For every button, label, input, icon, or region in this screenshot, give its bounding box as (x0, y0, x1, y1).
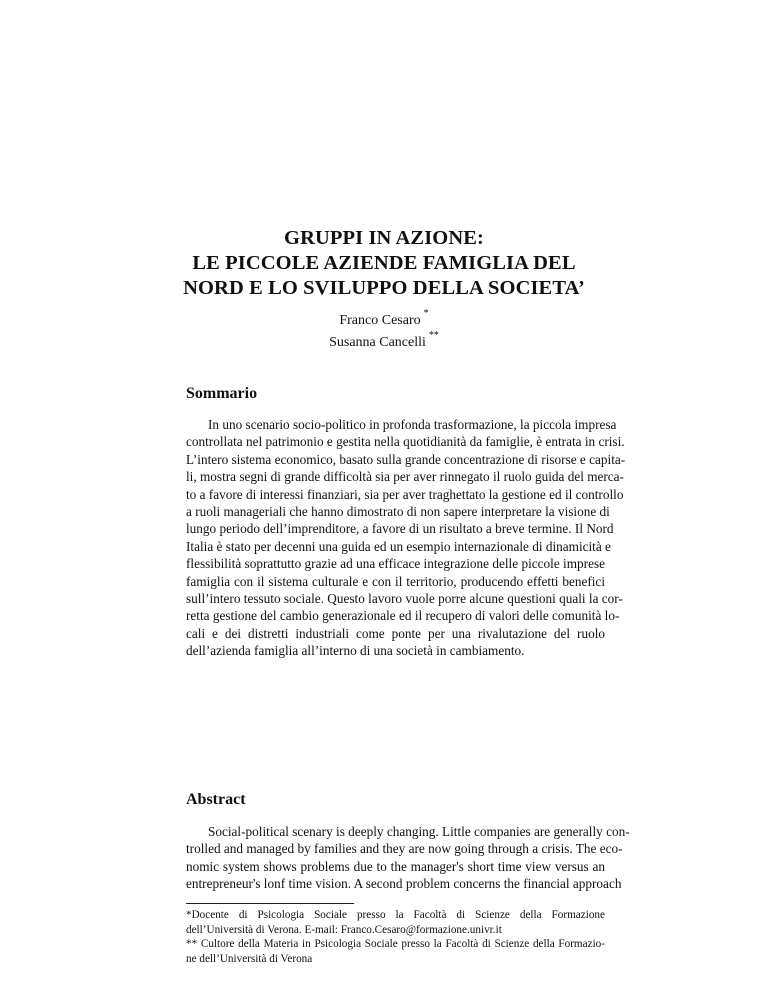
text-line: L’intero sistema economico, basato sulla grande concentrazione di risorse e capita- (186, 451, 626, 467)
author-name: Franco Cesaro (339, 313, 421, 328)
sommario-paragraph (186, 416, 626, 659)
text-line: li, mostra segni di grande difficoltà sia per aver rinnegato il ruolo guida del merca- (186, 469, 624, 485)
text-line: Social-political scenary is deeply changing. Little companies are generally con- (208, 824, 630, 839)
author-list (0, 310, 768, 354)
text-line: entrepreneur's lonf time vision. A second problem concerns the financial approach (186, 876, 622, 892)
footnote-2 (186, 937, 605, 966)
text-line: trolled and managed by families and they are now going through a crisis. The eco- (186, 841, 623, 857)
text-line: lungo periodo dell’imprenditore, a favore di un risultato a breve termine. Il Nord (186, 521, 614, 537)
author-footnote-mark: ** (428, 330, 439, 341)
author-susanna-cancelli (0, 332, 768, 354)
text-line: sull’intero tessuto sociale. Questo lavoro vuole porre alcune questioni quali la cor- (186, 590, 623, 606)
author-name: Susanna Cancelli (329, 335, 426, 350)
text-line: controllata nel patrimonio e gestita nella quotidianità da famiglie, è entrata in crisi. (186, 434, 625, 450)
footnote-line: ** Cultore della Materia in Psicologia Sociale presso la Facoltà di Scienze della Formazio- (186, 938, 605, 951)
title-line: GRUPPI IN AZIONE: (284, 227, 484, 249)
footnote-1 (186, 908, 605, 937)
text-line: In uno scenario socio-politico in profonda trasformazione, la piccola impresa (208, 417, 617, 432)
author-franco-cesaro (0, 310, 768, 332)
abstract-heading: Abstract (186, 791, 246, 808)
abstract-paragraph (186, 823, 630, 893)
text-line: famiglia con il sistema culturale e con il territorio, producendo effetti benefici (186, 573, 605, 589)
footnote-line: ne dell’Università di Verona (186, 952, 313, 965)
text-line: to a favore di interessi finanziari, sia per aver traghettato la gestione ed il controllo (186, 486, 624, 502)
text-line: flessibilità soprattutto grazie ad una efficace integrazione delle piccole imprese (186, 556, 605, 572)
footnote-line: *Docente di Psicologia Sociale presso la Facoltà di Scienze della Formazione (186, 909, 605, 921)
text-line: cali e dei distretti industriali come ponte per una rivalutazione del ruolo (186, 625, 605, 641)
text-line: Italia è stato per decenni una guida ed un esempio internazionale di dinamicità e (186, 538, 611, 554)
sommario-heading: Sommario (186, 385, 258, 402)
author-footnote-mark: * (423, 308, 429, 319)
footnote-line: dell’Università di Verona. E-mail: Franco.Cesaro@formazione.univr.it (186, 923, 502, 936)
text-line: dell’azienda famiglia all’interno di una società in cambiamento. (186, 643, 525, 659)
text-line: nomic system shows problems due to the manager's short time view versus an (186, 858, 605, 874)
footnote-divider (186, 903, 354, 904)
title-line: NORD E LO SVILUPPO DELLA SOCIETA’ (183, 277, 585, 299)
text-line: retta gestione del cambio generazionale ed il recupero di valori delle comunità lo- (186, 608, 620, 624)
title-line: LE PICCOLE AZIENDE FAMIGLIA DEL (192, 252, 576, 274)
footnotes (186, 908, 605, 966)
text-line: a ruoli manageriali che hanno dimostrato di non sapere interpretare la visione di (186, 503, 610, 519)
paper-title (0, 226, 768, 301)
